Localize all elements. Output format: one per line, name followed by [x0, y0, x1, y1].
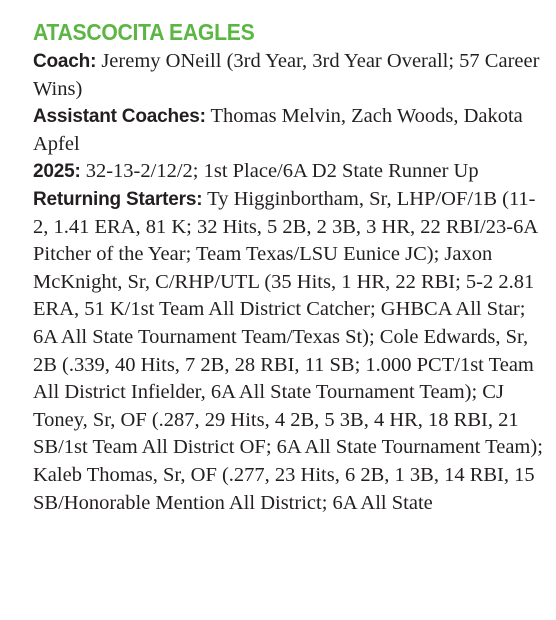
coach-value: Jeremy ONeill (3rd Year, 3rd Year Overall; 57 Career Wins): [33, 50, 540, 100]
assistant-coaches-label: Assistant Coaches:: [33, 106, 206, 128]
returning-starters-label: Returning Starters:: [33, 188, 203, 210]
team-name: ATASCOCITA EAGLES: [33, 19, 255, 45]
season-value: 32-13-2/12/2; 1st Place/6A D2 State Runner Up: [85, 160, 479, 183]
season-label: 2025:: [33, 161, 81, 183]
assistant-coaches-entry: [33, 103, 545, 158]
team-profile: [33, 18, 545, 517]
returning-starters-value: Ty Higginbortham, Sr, LHP/OF/1B (11-2, 1.41 ERA, 81 K; 32 Hits, 5 2B, 2 3B, 3 HR, 22 RBI/23-6A Pitcher of the Year; Team Texas/LSU Eunice JC); Jaxon McKnight, Sr, C/RHP/UTL (35 Hits, 1 HR, 22 RBI; 5-2 2.81 ERA, 51 K/1st Team All District Catcher; GHBCA All Star; 6A All State Tournament Team/Texas St); Cole Edwards, Sr, 2B (.339, 40 Hits, 7 2B, 28 RBI, 11 SB; 1.000 PCT/1st Team All District Infielder, 6A All State Tournament Team); CJ Toney, Sr, OF (.287, 29 Hits, 4 2B, 5 3B, 4 HR, 18 RBI, 21 SB/1st Team All District OF; 6A All State Tournament Team); Kaleb Thomas, Sr, OF (.277, 23 Hits, 6 2B, 1 3B, 14 RBI, 15 SB/Honorable Mention All District; 6A All State: [33, 187, 543, 514]
coach-entry: [33, 48, 545, 103]
season-record-entry: [33, 158, 545, 186]
coach-label: Coach:: [33, 51, 97, 72]
returning-starters-entry: [33, 186, 545, 517]
assistant-coaches-value: Thomas Melvin, Zach Woods, Dakota Apfel: [33, 105, 523, 155]
